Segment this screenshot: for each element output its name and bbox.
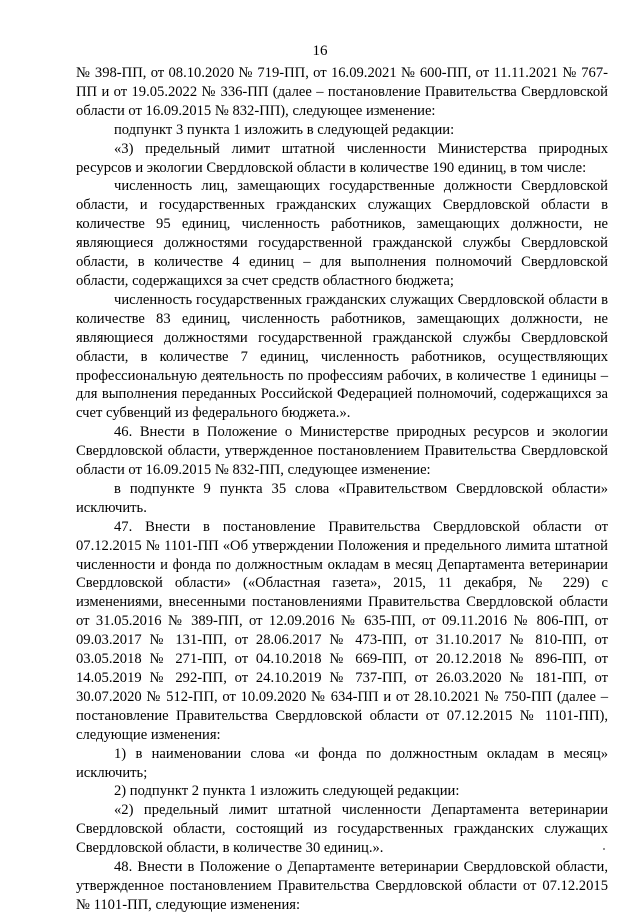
paragraph-item-47: 47. Внести в постановление Правительства Свердловской области от 07.12.2015 № 1101-ПП «Об утверждении Положения и предельного лимита штатной численности и фонда по должностным окладам в месяц Департамента ветеринарии Свердловской области» («Областная газета», 2015, 11 декабря, № 229) с изменениями, внесенными постановлениями Правительства Свердловской области от 31.05.2016 № 389-ПП, от 12.09.2016 № 635-ПП, от 09.11.2016 № 806-ПП, от 09.03.2017 № 131-ПП, от 28.06.2017 № 473-ПП, от 31.10.2017 № 810-ПП, от 03.05.2018 № 271-ПП, от 04.10.2018 № 669-ПП, от 20.12.2018 № 896-ПП, от 14.05.2019 № 292-ПП, от 24.10.2019 № 737-ПП, от 26.03.2020 № 181-ПП, от 30.07.2020 № 512-ПП, от 10.09.2020 № 634-ПП и от 28.10.2021 № 750-ПП (далее – постановление Правительства Свердловской области от 07.12.2015 № 1101-ПП), следующие изменения: [76, 518, 608, 743]
paragraph-staff-limit: «3) предельный лимит штатной численности Министерства природных ресурсов и экологии Свердловской области в количестве 190 единиц, в том числе: [76, 140, 608, 176]
paragraph-continuation: № 398-ПП, от 08.10.2020 № 719-ПП, от 16.09.2021 № 600-ПП, от 11.11.2021 № 767-ПП и от 19.05.2022 № 336-ПП (далее – постановление Правительства Свердловской области от 16.09.2015 № 832-ПП), следующее изменение: [76, 65, 608, 119]
paragraph-item-48: 48. Внести в Положение о Департаменте ветеринарии Свердловской области, утвержденное постановлением Правительства Свердловской области от 07.12.2015 № 1101-ПП, следующие изменения: [76, 859, 608, 913]
paragraph-regional-staff: численность лиц, замещающих государственные должности Свердловской области, и государственных гражданских служащих Свердловской области в количестве 95 единиц, численность работников, замещающих должности, не являющиеся должностями государственной гражданской службы Свердловской области, в количестве 4 единиц – для выполнения полномочий Свердловской области, содержащихся за счет средств областного бюджета; [76, 178, 608, 289]
paragraph-item-47-change-1: 1) в наименовании слова «и фонда по должностным окладам в месяц» исключить; [76, 745, 608, 781]
paragraph-veterinary-limit: «2) предельный лимит штатной численности Департамента ветеринарии Свердловской области, состоящий из государственных гражданских служащих Свердловской области, в количестве 30 единиц.». [76, 802, 608, 857]
paragraph-item-46: 46. Внести в Положение о Министерстве природных ресурсов и экологии Свердловской области, утвержденное постановлением Правительства Свердловской области от 16.09.2015 № 832-ПП, следующее изменение: [76, 424, 608, 479]
scan-speck [603, 848, 605, 850]
page-number: 16 [312, 43, 328, 59]
paragraph-subpoint-instruction: подпункт 3 пункта 1 изложить в следующей редакции: [114, 121, 455, 138]
paragraph-federal-staff: численность государственных гражданских служащих Свердловской области в количестве 83 единиц, численность работников, замещающих должности, не являющиеся должностями государственной гражданской службы Свердловской области, в количестве 7 единиц, численность работников, осуществляющих профессиональную деятельность по профессиям рабочих, в количестве 1 единицы – для выполнения переданных Российской Федерацией полномочий, содержащихся за счет субвенций из федерального бюджета.». [76, 291, 608, 422]
paragraph-item-46-change: в подпункте 9 пункта 35 слова «Правительством Свердловской области» исключить. [76, 480, 608, 516]
document-body [76, 64, 608, 915]
paragraph-item-47-change-2: 2) подпункт 2 пункта 1 изложить следующей редакции: [114, 783, 460, 800]
